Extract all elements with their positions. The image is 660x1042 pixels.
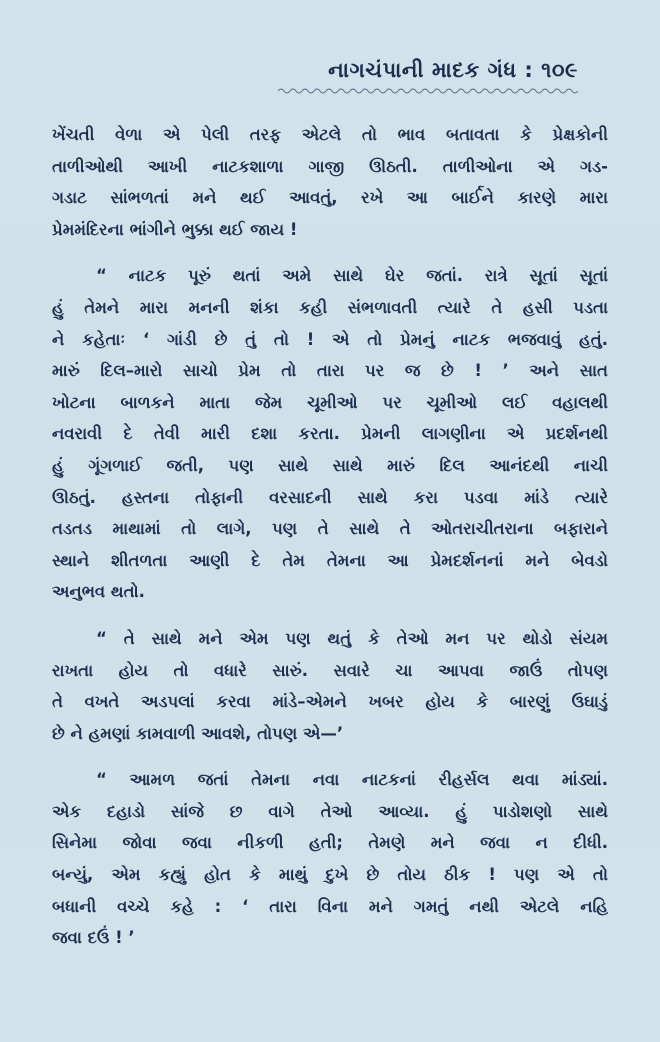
text-line: તડતડ માથામાં તો લાગે, પણ તે સાથે તે ઓતરાચીતરાના બફારાને [52, 519, 608, 539]
text-line: પ્રેમમંદિરના ભાંગીને ભુક્કા થઈ જાય ! [52, 219, 298, 239]
text-line: તે વખતે અડપલાં કરવા માંડે–એમને ખબર હોય કે બારણું ઉઘાડું [52, 692, 608, 712]
text-line: મારું દિલ–મારો સાચો પ્રેમ તો તારા પર જ છે ! ’ અને સાત [52, 361, 608, 381]
text-line: હું ગૂંગળાઈ જતી, પણ સાથે સાથે મારું દિલ આનંદથી નાચી [52, 455, 608, 475]
paragraph-2 [52, 260, 608, 608]
text-line: “ તે સાથે મને એમ પણ થતું કે તેઓ મન પર થોડો સંયમ [96, 628, 608, 648]
text-line: ખેંચતી વેળા એ પેલી તરફ એટલે તો ભાવ બતાવતા કે પ્રેક્ષકોની [52, 125, 608, 144]
text-line: સિનેમા જોવા જવા નીકળી હતી; તેમણે મને જવા ન દીધી. [52, 833, 608, 853]
running-head: નાગચંપાની માદક ગંધ : ૧૦૯ [328, 58, 578, 82]
body-text [52, 119, 608, 969]
text-line: હું તેમને મારા મનની શંકા કહી સંભળાવતી ત્યારે તે હસી પડતા [52, 297, 608, 317]
page-header [278, 58, 578, 95]
paragraph-1 [52, 119, 608, 245]
text-line: છે ને હમણાં કામવાળી આવશે, તોપણ એ—’ [52, 723, 344, 743]
text-line: તાળીઓથી આખી નાટકશાળા ગાજી ઊઠતી. તાળીઓના એ ગડ- [52, 156, 608, 176]
text-line: ખોટના બાળકને માતા જેમ ચૂમીઓ પર ચૂમીઓ લઈ વહાલથી [52, 392, 608, 412]
text-line: અનુભવ થતો. [52, 582, 145, 602]
paragraph-4 [52, 764, 608, 954]
text-line: એક દહાડો સાંજે છ વાગે તેઓ આવ્યા. હું પાડોશણો સાથે [52, 801, 608, 821]
text-line: બધાની વચ્ચે કહે : ‘ તારા વિના મને ગમતું નથી એટલે નહિ [52, 896, 608, 916]
text-line: રાખતા હોય તો વધારે સારું. સવારે ચા આપવા જાઉં તોપણ [52, 660, 608, 680]
text-line: બન્યું, એમ કહ્યું હોત કે માથું દુખે છે તોય ઠીક ! પણ એ તો [52, 865, 608, 885]
wavy-rule-ornament [278, 87, 578, 95]
paragraph-3 [52, 623, 608, 749]
text-line: “ નાટક પૂરું થતાં અમે સાથે ઘેર જતાં. રાત્રે સૂતાં સૂતાં [96, 266, 608, 286]
text-line: નવરાવી દે તેવી મારી દશા કરતા. પ્રેમની લાગણીના એ પ્રદર્શનથી [52, 424, 608, 444]
text-line: જવા દઉં ! ’ [52, 928, 135, 948]
text-line: ગડાટ સાંભળતાં મને થઈ આવતું, રખે આ બાર્ઈને કારણે મારા [52, 188, 608, 208]
text-line: ઊઠતું. હસ્તના તોફાની વરસાદની સાથે કરા પડવા માંડે ત્યારે [52, 487, 608, 507]
text-line: “ આમળ જતાં તેમના નવા નાટકનાં રીહર્સલ થવા માંડ્યાં. [96, 770, 608, 790]
text-line: ને કહેતાઃ ‘ ગાંડી છે તું તો ! એ તો પ્રેમનું નાટક ભજવાવું હતું. [52, 329, 608, 349]
text-line: સ્થાને શીતળતા આણી દે તેમ તેમના આ પ્રેમદર્શનનાં મને બેવડો [52, 550, 608, 570]
